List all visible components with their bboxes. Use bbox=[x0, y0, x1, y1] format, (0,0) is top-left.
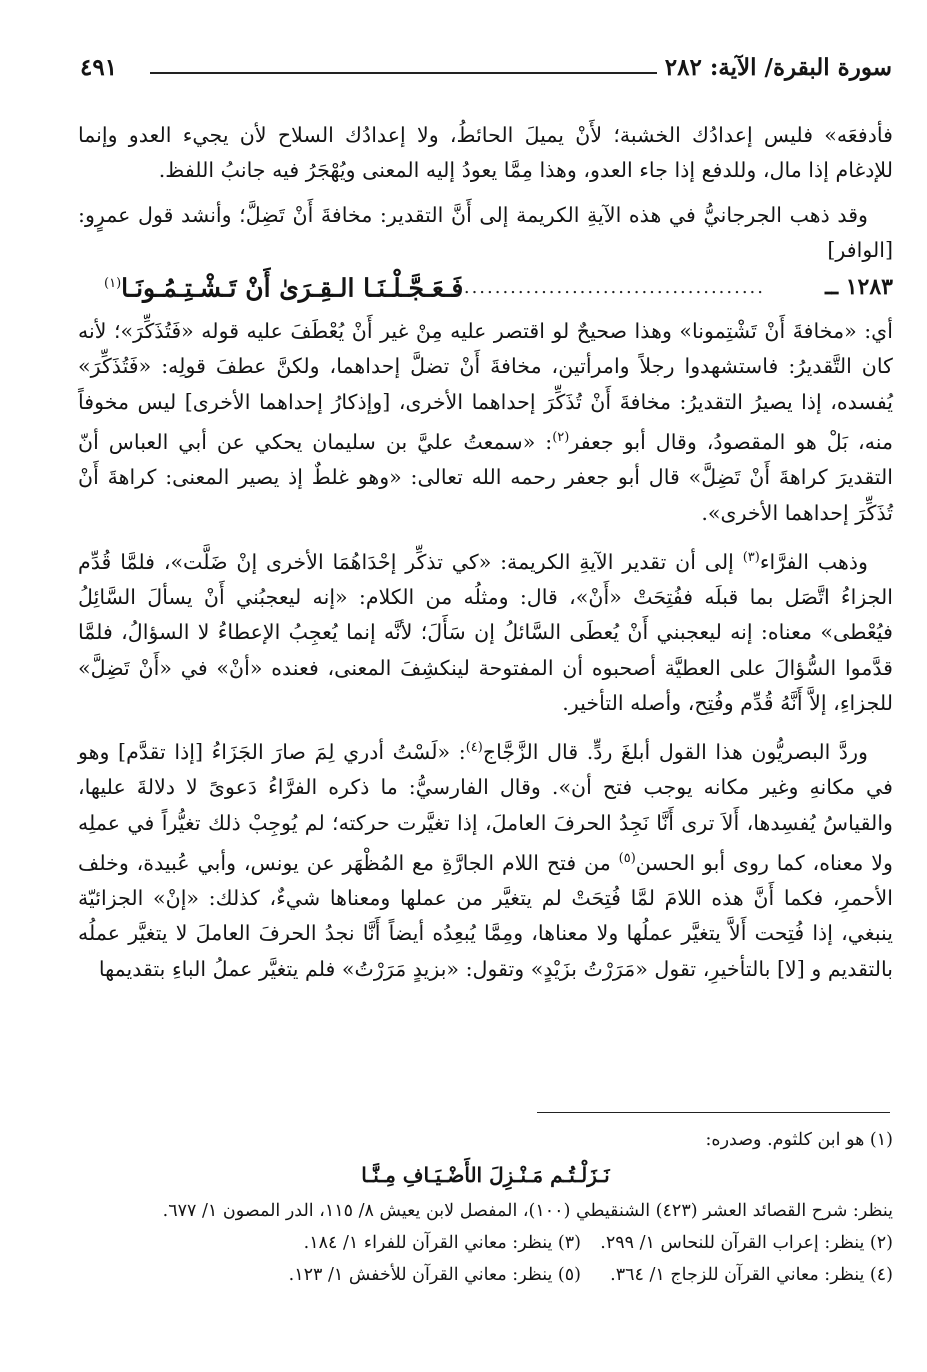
page-header bbox=[80, 50, 892, 90]
surah-title: سورة البقرة/ الآية: ٢٨٢ bbox=[664, 54, 892, 81]
verse-footnote-ref: (١) bbox=[104, 276, 122, 292]
footnote-row-2-3 bbox=[78, 1227, 893, 1259]
footnote-ref-3: (٣) bbox=[742, 549, 760, 565]
paragraph-5: وردَّ البصريُّون هذا القول أبلغَ ردٍّ. قال الزَّجَّاج$^{(٤)}$: «لَسْتُ أدري لِمَ صارَ الجَزَاءُ [إذا تقدَّم] وهو في مكانهِ وغير مكانه يوجب فتح أن». وقال الفارسيُّ: ما ذكره الفرَّاءُ دَعوىً لا دلالةَ عليها، والقياسُ يُفسِدها، أَلاَ ترى أَنَّا نَجِدُ الحرفَ العاملَ، إذا تغيَّرت حركته؛ لم يُوجِبْ ذلك تغيُّراً في عملِه ولا معناه، كما روى أبو الحسن$^{(٥)}$ من فتح اللام الجارَّةِ مع المُظْهَر عن يونس، وأبي عُبيدة، وخلف الأحمرِ، فكما أَنَّ هذه اللامَ لمَّا فُتِحَتْ لم يتغيَّر من عملها ومعناها شيءٌ، كذلك: «إنْ» الجزائيّة ينبغي، إذا فُتِحت أَلاَّ يتغيَّر عملُها ولا معناها، ومِمَّا يُبعِدُه أيضاً أَنَّا نجدُ الحرفَ العاملَ لا يتغيَّر عملُه بالتقديم و [لا] بالتأخيرِ، تقول «مَرَرْتُ بزَيْدٍ» وتقول: «بزيدٍ مَرَرْتُ» فلم يتغيَّر عملُ الباءِ بتقديمها bbox=[78, 740, 893, 981]
footnote-2: (٢) ينظر: إعراب القرآن للنحاس ١/ ٢٩٩. bbox=[600, 1233, 893, 1253]
footnote-5: (٥) ينظر: معاني القرآن للأخفش ١/ ١٢٣. bbox=[288, 1265, 581, 1285]
verse-dots: ........................................ bbox=[456, 277, 765, 299]
footnote-3: (٣) ينظر: معاني القرآن للفراء ١/ ١٨٤. bbox=[303, 1233, 581, 1253]
paragraph-1: فأدفعَه» فليس إعدادُك الخشبة؛ لأَنْ يميلَ الحائطُ، ولا إعدادُك السلاح لأن يجيء العدو وإنما للإدغام إذا مال، وللدفع إذا جاء العدو، وهذا مِمَّا يعودُ إليه المعنى ويُهْجَرُ فيه جانبُ اللفظ. bbox=[78, 123, 893, 183]
footnote-ref-4: (٤) bbox=[465, 740, 483, 756]
header-rule bbox=[150, 72, 657, 74]
footnote-1-refs: ينظر: شرح القصائد العشر (٤٢٣) الشنقيطي (١٠٠)، المفصل لابن يعيش ٨/ ١١٥، الدر المصون ١/ ٦٧٧. bbox=[162, 1201, 893, 1221]
footnote-4: (٤) ينظر: معاني القرآن للزجاج ١/ ٣٦٤. bbox=[610, 1265, 893, 1285]
paragraph-3: أي: «مخافةَ أَنْ تَشْتِمونا» وهذا صحيحٌ لو اقتصر عليه مِنْ غير أَنْ يُعْطَفَ عليه قوله «فَتُذَكِّرَ»؛ لأنه كان التَّقديرُ: فاستشهدوا رجلاً وامرأتين، مخافةَ أَنْ تضلَّ إحداهما، ولكنَّ عطفَ قولِه: «فَتُذَكِّرَ» يُفسده، إذا يصيرُ التقديرُ: مخافةَ أَنْ تُذَكِّرَ إحداهما الأخرى، [وإذكارُ إحداهما الأخرى] ليس مخوفاً منه، بَلْ هو المقصودُ، وقال أبو جعفر$^{(٢)}$: «سمعتُ عليَّ بن سليمان يحكي عن أبي العباس أنّ التقديرَ كراهةَ أَنْ تَضِلَّ» قال أبو جعفر رحمه الله تعالى: «وهو غلطٌ إذ يصير المعنى: كراهةَ أَنْ تُذَكِّرَ إحداهما الأخرى». bbox=[78, 319, 893, 525]
verse-number: ١٢٨٣ ــ bbox=[825, 274, 893, 301]
footnote-row-4-5 bbox=[78, 1259, 893, 1291]
main-text bbox=[78, 118, 893, 987]
footnotes bbox=[78, 1124, 893, 1291]
footnote-1-verse: نَـزَلْـتُـم مَـنْـزِلَ الأَضْـيَـافِ مِـنَّـا bbox=[361, 1163, 610, 1187]
poetry-verse bbox=[78, 270, 893, 308]
page-number: ٤٩١ bbox=[80, 54, 118, 81]
footnote-1: (١) هو ابن كلثوم. وصدره: bbox=[705, 1130, 893, 1150]
verse-text: فَـعَـجَّـلْـنَـا الـقِـرَىٰ أَنْ تَـشْـتِـمُـونَـا$^{(١)}$ bbox=[104, 273, 464, 303]
footnote-separator bbox=[537, 1112, 890, 1113]
paragraph-4: وذهب الفرَّاء$^{(٣)}$ إلى أن تقدير الآيةِ الكريمة: «كي تذكِّر إحْدَاهُمَا الأخرى إنْ ضَلَّت»، فلمَّا قُدِّم الجزاءُ اتَّصَل بما قبلَه ففُتِحَتْ «أَنْ»، قال: ومثلُه من الكلام: «إنه ليعجبُني أَنْ يسألَ السَّائِلُ فيُعْطى» معناه: إنه ليعجبني أَنْ يُعطَى السَّائلُ إن سَأَلَ؛ لأنَّه إنما يُعجِبُ الإعطاءُ لا السؤالُ، فلمَّا قدَّموا السُّؤالَ على العطيَّة أصحبوه أن المفتوحة لينكشِفَ المعنى، فعنده «أنْ» في «أَنْ تَضِلَّ» للجزاءِ، إلاَّ أَنَّهُ قُدِّم وفُتِح، وأصله التأخير. bbox=[78, 549, 893, 715]
footnote-ref-5: (٥) bbox=[618, 850, 636, 866]
footnote-ref-2: (٢) bbox=[552, 430, 570, 446]
paragraph-2: وقد ذهب الجرجانيُّ في هذه الآيةِ الكريمة إلى أَنَّ التقدير: مخافةَ أَنْ تَضِلَّ؛ وأنشد قول عمرٍو: [الوافر] bbox=[78, 202, 893, 262]
